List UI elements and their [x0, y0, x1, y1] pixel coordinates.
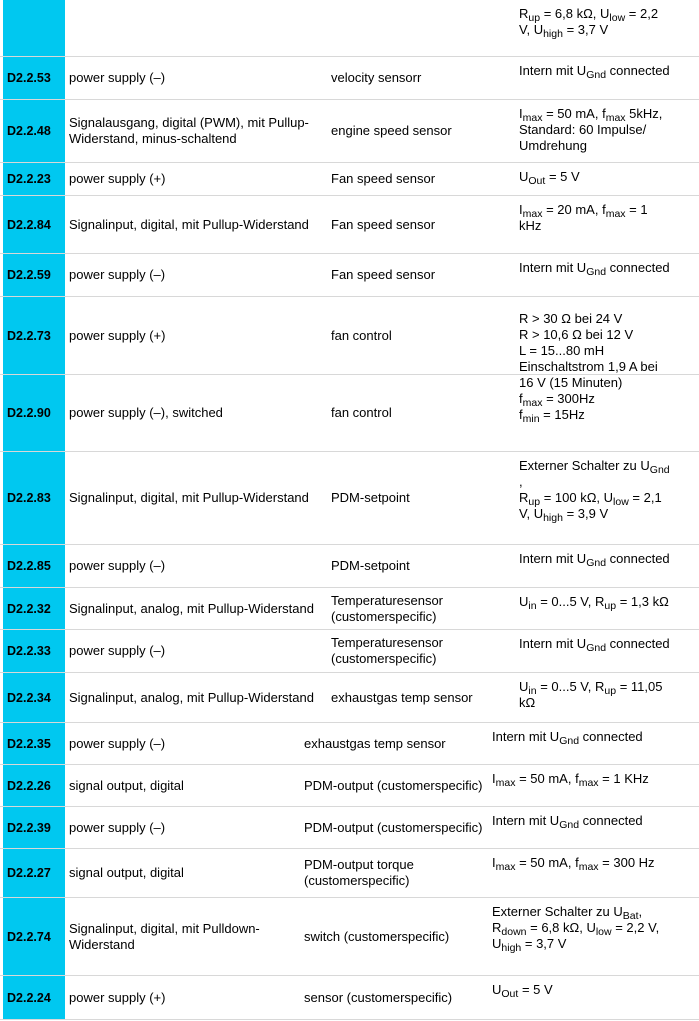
spec-text: = 0...5 V, R — [536, 679, 605, 694]
component-name: PDM-setpoint — [331, 490, 410, 505]
signal-description: signal output, digital — [69, 865, 184, 880]
spec-text: = 100 kΩ, U — [540, 490, 614, 505]
component-name: Fan speed sensor — [331, 216, 436, 232]
spec-line — [519, 458, 670, 474]
spec-subscript: Gnd — [559, 819, 580, 831]
spec-text: U — [492, 936, 502, 951]
electrical-spec — [519, 57, 697, 99]
component-name: exhaustgas temp sensor — [304, 735, 446, 751]
spec-text: Einschaltstrom 1,9 A bei — [519, 359, 658, 374]
spec-text: = 1 KHz — [598, 771, 649, 786]
table-row — [0, 588, 699, 630]
pin-code: D2.2.90 — [3, 375, 65, 451]
signal-description: power supply (–) — [69, 819, 166, 835]
spec-block — [519, 169, 580, 185]
spec-text: I — [519, 106, 523, 121]
pin-code: D2.2.48 — [3, 100, 65, 162]
spec-block — [492, 855, 655, 871]
table-row — [0, 254, 699, 297]
spec-text: 5kHz, — [625, 106, 663, 121]
pin-code — [3, 0, 65, 56]
spec-subscript: max — [605, 208, 626, 220]
spec-subscript: in — [528, 685, 537, 697]
spec-text: Standard: 60 Impulse/ — [519, 122, 647, 137]
spec-subscript: low — [595, 926, 612, 938]
electrical-spec — [519, 163, 697, 195]
electrical-spec — [519, 630, 697, 672]
spec-text: L = 15...80 mH — [519, 343, 605, 358]
table-row — [0, 163, 699, 196]
spec-subscript: high — [501, 942, 522, 954]
spec-block — [519, 106, 662, 154]
spec-line — [519, 22, 658, 38]
signal-description: Signalinput, digital, mit Pullup-Widerstand — [69, 216, 309, 232]
spec-subscript: Gnd — [586, 642, 607, 654]
spec-block — [492, 904, 659, 952]
pin-code: D2.2.39 — [3, 807, 65, 848]
spec-line — [519, 636, 670, 652]
spec-block — [519, 260, 670, 276]
pin-code: D2.2.27 — [3, 849, 65, 897]
spec-text: = 50 mA, f — [542, 106, 606, 121]
spec-text: = 3,9 V — [562, 506, 609, 521]
spec-text: U — [519, 594, 529, 609]
spec-text: = 1 — [625, 202, 648, 217]
spec-text: connected — [606, 260, 670, 275]
spec-subscript: max — [578, 861, 599, 873]
spec-text: f — [519, 407, 523, 422]
spec-text: V, U — [519, 506, 544, 521]
component-name: PDM-output (customerspecific) — [304, 777, 483, 793]
electrical-spec — [519, 545, 697, 587]
spec-text: connected — [579, 813, 643, 828]
component-name: fan control — [331, 327, 392, 343]
electrical-spec — [519, 196, 697, 253]
pin-code: D2.2.26 — [3, 765, 65, 806]
spec-line — [519, 551, 670, 567]
spec-line — [519, 327, 697, 343]
spec-line — [492, 936, 659, 952]
spec-subscript: in — [528, 600, 537, 612]
spec-text: R — [519, 6, 529, 21]
pin-code: D2.2.59 — [3, 254, 65, 296]
spec-text: R > 10,6 Ω bei 12 V — [519, 327, 634, 342]
component-name — [331, 0, 496, 56]
spec-line — [492, 813, 643, 829]
spec-subscript: max — [495, 777, 516, 789]
spec-text: connected — [606, 63, 670, 78]
spec-line — [519, 391, 697, 407]
table-row — [0, 898, 699, 976]
component-name: fan control — [331, 405, 392, 420]
table-row — [0, 57, 699, 100]
spec-subscript: Gnd — [649, 464, 670, 476]
component-name: switch (customerspecific) — [304, 928, 450, 944]
spec-line — [492, 729, 643, 745]
spec-text: = 0...5 V, R — [536, 594, 605, 609]
electrical-spec — [519, 588, 697, 629]
spec-text: , — [519, 474, 523, 489]
spec-text: = 5 V — [518, 982, 553, 997]
signal-description: power supply (–) — [69, 735, 166, 751]
signal-description: Signalinput, analog, mit Pullup-Widerstand — [69, 600, 314, 616]
pin-code: D2.2.83 — [3, 452, 65, 544]
spec-text: = 1,3 kΩ — [616, 594, 669, 609]
spec-text: kΩ — [519, 695, 536, 710]
spec-line — [519, 138, 662, 154]
table-row — [0, 0, 699, 57]
spec-subscript: Gnd — [586, 557, 607, 569]
spec-subscript: down — [501, 926, 527, 938]
spec-text: Intern mit U — [492, 729, 560, 744]
spec-text: = 20 mA, f — [542, 202, 606, 217]
spec-text: kHz — [519, 218, 542, 233]
spec-line — [519, 122, 662, 138]
pin-code: D2.2.84 — [3, 196, 65, 253]
spec-line — [519, 490, 670, 506]
electrical-spec — [519, 452, 697, 544]
spec-text: = 15Hz — [539, 407, 585, 422]
pin-code: D2.2.74 — [3, 898, 65, 975]
electrical-spec — [519, 673, 697, 722]
spec-block — [492, 982, 553, 998]
spec-line — [519, 679, 662, 695]
component-name: sensor (customerspecific) — [304, 989, 453, 1005]
spec-text: = 2,2 — [625, 6, 659, 21]
spec-block — [519, 636, 670, 652]
spec-line — [519, 375, 697, 391]
spec-text: = 11,05 — [616, 679, 663, 694]
spec-text: = 5 V — [545, 169, 580, 184]
electrical-spec — [519, 0, 697, 56]
electrical-spec — [492, 765, 697, 806]
spec-subscript: max — [522, 208, 543, 220]
pin-code: D2.2.32 — [3, 588, 65, 629]
spec-text: connected — [606, 636, 670, 651]
pin-code: D2.2.23 — [3, 163, 65, 195]
spec-block — [519, 458, 670, 522]
spec-text: Umdrehung — [519, 138, 587, 153]
signal-description: power supply (–) — [69, 558, 166, 573]
electrical-spec — [492, 723, 697, 764]
component-name: PDM-output torque (customerspecific) — [304, 857, 414, 888]
spec-subscript: up — [528, 496, 541, 508]
spec-line — [519, 474, 670, 490]
spec-text: R — [519, 490, 529, 505]
spec-text: I — [492, 855, 496, 870]
component-name: PDM-setpoint — [331, 558, 410, 573]
spec-line — [519, 359, 697, 375]
pin-code: D2.2.73 — [3, 297, 65, 374]
spec-line — [519, 218, 648, 234]
component-name: exhaustgas temp sensor — [331, 689, 473, 705]
table-row — [0, 452, 699, 545]
spec-line — [519, 169, 580, 185]
spec-text: R > 30 Ω bei 24 V — [519, 311, 623, 326]
table-row — [0, 849, 699, 898]
spec-line — [519, 407, 697, 423]
spec-block — [519, 202, 648, 234]
spec-text: = 300Hz — [542, 391, 595, 406]
spec-block — [492, 771, 649, 787]
component-name: Temperaturesensor (customerspecific) — [331, 635, 443, 666]
electrical-spec — [519, 100, 697, 162]
spec-subscript: high — [543, 512, 563, 524]
electrical-spec — [492, 898, 697, 975]
spec-text: = 50 mA, f — [515, 855, 579, 870]
spec-subscript: low — [609, 12, 626, 24]
spec-subscript: max — [495, 861, 516, 873]
spec-line — [519, 202, 648, 218]
spec-line — [492, 920, 659, 936]
spec-text: f — [519, 391, 523, 406]
spec-text: = 300 Hz — [598, 855, 655, 870]
electrical-spec — [492, 807, 697, 848]
spec-subscript: up — [604, 600, 617, 612]
spec-text: = 3,7 V — [521, 936, 567, 951]
table-row — [0, 630, 699, 673]
spec-line — [519, 106, 662, 122]
table-row — [0, 976, 699, 1020]
spec-subscript: high — [543, 28, 563, 40]
spec-line — [519, 63, 670, 79]
spec-text: connected — [606, 551, 670, 566]
spec-text: Intern mit U — [519, 63, 587, 78]
spec-line — [519, 260, 670, 276]
spec-text: , — [638, 904, 643, 919]
spec-text: Externer Schalter zu U — [492, 904, 623, 919]
spec-text: = 6,8 kΩ, U — [526, 920, 596, 935]
spec-subscript: Gnd — [586, 266, 607, 278]
spec-block — [519, 63, 670, 79]
electrical-spec — [492, 849, 697, 897]
spec-text: I — [492, 771, 496, 786]
spec-block — [492, 729, 643, 745]
spec-subscript: Bat — [622, 910, 639, 922]
spec-text: V, U — [519, 22, 544, 37]
component-name: Temperaturesensor (customerspecific) — [331, 592, 443, 624]
table-row — [0, 545, 699, 588]
pin-code: D2.2.53 — [3, 57, 65, 99]
electrical-spec — [492, 976, 697, 1019]
spec-line — [519, 506, 670, 522]
spec-block — [519, 679, 662, 711]
spec-text: Intern mit U — [492, 813, 560, 828]
component-name: velocity sensorr — [331, 70, 422, 85]
spec-subscript: Gnd — [586, 69, 607, 81]
spec-block — [519, 594, 669, 610]
signal-description: Signalinput, digital, mit Pullup-Widerstand — [69, 490, 309, 505]
table-row — [0, 673, 699, 723]
signal-description: power supply (–) — [69, 643, 166, 658]
signal-description: power supply (+) — [69, 989, 166, 1005]
spec-line — [492, 904, 659, 920]
table-row — [0, 100, 699, 163]
spec-text: = 2,2 V, — [611, 920, 660, 935]
spec-text: Intern mit U — [519, 636, 587, 651]
spec-text: Intern mit U — [519, 260, 587, 275]
spec-text: Intern mit U — [519, 551, 587, 566]
spec-block — [519, 6, 658, 38]
signal-description: Signalinput, analog, mit Pullup-Widerstand — [69, 689, 314, 705]
pin-code: D2.2.85 — [3, 545, 65, 587]
spec-line — [492, 855, 655, 871]
spec-text: I — [519, 202, 523, 217]
signal-description: power supply (+) — [69, 327, 166, 343]
spec-text: connected — [579, 729, 643, 744]
spec-text: = 2,1 — [628, 490, 662, 505]
pin-code: D2.2.35 — [3, 723, 65, 764]
spec-subscript: max — [605, 112, 626, 124]
component-name: PDM-output (customerspecific) — [304, 819, 483, 835]
table-row — [0, 196, 699, 254]
spec-text: U — [519, 679, 529, 694]
table-row — [0, 765, 699, 807]
signal-description: Signalausgang, digital (PWM), mit Pullup-Widerstand, minus-schaltend — [69, 115, 309, 146]
spec-subscript: up — [528, 12, 541, 24]
signal-description: Signalinput, digital, mit Pulldown-Widerstand — [69, 920, 260, 952]
spec-text: = 50 mA, f — [515, 771, 579, 786]
electrical-spec — [519, 254, 697, 296]
spec-text: U — [519, 169, 529, 184]
spec-text: R — [492, 920, 502, 935]
spec-line — [519, 311, 697, 327]
component-name: engine speed sensor — [331, 123, 452, 138]
spec-subscript: Out — [528, 175, 546, 187]
signal-description: power supply (–) — [69, 267, 166, 282]
table-row — [0, 807, 699, 849]
pin-code: D2.2.24 — [3, 976, 65, 1019]
spec-subscript: low — [613, 496, 629, 508]
spec-line — [519, 594, 669, 610]
spec-block — [519, 551, 670, 567]
spec-text: = 3,7 V — [562, 22, 609, 37]
spec-subscript: max — [578, 777, 599, 789]
fan-control-spec — [519, 311, 697, 423]
spec-line — [492, 982, 553, 998]
spec-subscript: max — [522, 397, 543, 409]
spec-block — [492, 813, 643, 829]
pin-code: D2.2.34 — [3, 673, 65, 722]
table-row — [0, 723, 699, 765]
signal-description — [69, 0, 319, 56]
spec-subscript: up — [604, 685, 617, 697]
signal-description: power supply (–) — [69, 70, 166, 85]
spec-text: U — [492, 982, 502, 997]
spec-subscript: max — [522, 112, 543, 124]
signal-description: signal output, digital — [69, 777, 184, 793]
spec-text: = 6,8 kΩ, U — [540, 6, 610, 21]
spec-line — [519, 6, 658, 22]
spec-line — [492, 771, 649, 787]
spec-subscript: Out — [501, 988, 519, 1000]
component-name: Fan speed sensor — [331, 267, 436, 282]
component-name: Fan speed sensor — [331, 171, 436, 186]
spec-text: Externer Schalter zu U — [519, 458, 650, 473]
spec-line — [519, 695, 662, 711]
spec-subscript: min — [522, 413, 540, 425]
spec-line — [519, 343, 697, 359]
spec-subscript: Gnd — [559, 735, 580, 747]
signal-description: power supply (–), switched — [69, 405, 223, 420]
pin-code: D2.2.33 — [3, 630, 65, 672]
signal-description: power supply (+) — [69, 171, 166, 186]
spec-text: 16 V (15 Minuten) — [519, 375, 623, 390]
